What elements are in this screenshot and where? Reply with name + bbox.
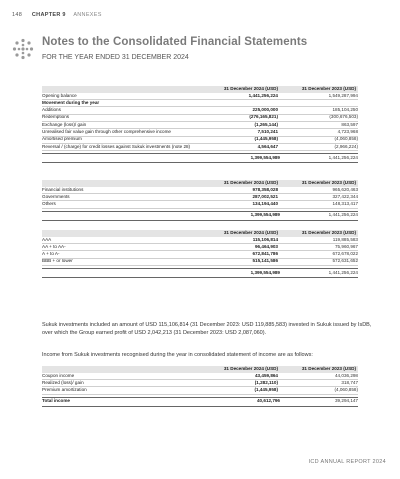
sukuk-by-counterparty-table: [42, 180, 358, 221]
table-header-row: [42, 366, 358, 373]
table-row: BBB + or lower 515,141,586 572,631,652: [42, 258, 358, 265]
chapter-label: CHAPTER 9: [31, 12, 66, 18]
table-row: Redemptions (276,165,821) (300,676,503): [42, 114, 358, 121]
column-header-2023: 31 December 2023 (USD): [280, 86, 358, 93]
table-row: Unrealised fair value gain through other comprehensive income 7,510,241 4,723,968: [42, 129, 358, 136]
column-header-2024: 31 December 2024 (USD): [202, 366, 280, 373]
page-subtitle: FOR THE YEAR ENDED 31 DECEMBER 2024: [42, 54, 189, 61]
column-header-2024: 31 December 2024 (USD): [202, 180, 280, 187]
table-row: Reversal / (charge) for credit losses against Sukuk investments (note 28) 4,564,647 (2,966,224): [42, 143, 358, 150]
sukuk-movement-table: [42, 86, 358, 163]
table-total-row: 1,399,554,989 1,441,256,224: [42, 154, 358, 163]
table-row: AAA 115,106,814 119,885,583: [42, 237, 358, 244]
report-footer: ICD ANNUAL REPORT 2024: [308, 459, 386, 465]
icd-logo-icon: [12, 38, 34, 60]
column-header-2024: 31 December 2024 (USD): [202, 86, 280, 93]
table-row: Exchange (loss)/ gain (1,265,144) 863,597: [42, 122, 358, 129]
table-total-row: 1,399,554,989 1,441,256,224: [42, 269, 358, 278]
table-header-row: [42, 230, 358, 237]
table-row: Financial institutions 978,358,028 965,620,463: [42, 187, 358, 194]
table-row: A + to A- 672,841,786 672,678,022: [42, 251, 358, 258]
table-row: Realized (loss)/ gain (1,282,110) 318,747: [42, 380, 358, 387]
income-intro-text: Income from Sukuk investments recognised during the year in consolidated statement of income are as follows:: [42, 352, 313, 358]
table-row: Amortised premium (1,445,958) (4,060,858): [42, 136, 358, 143]
sukuk-income-table: [42, 366, 358, 407]
table-row: Opening balance 1,441,256,224 1,549,287,994: [42, 93, 358, 100]
table-header-row: [42, 180, 358, 187]
table-row: Movement during the year: [42, 100, 358, 107]
sukuk-by-rating-table: [42, 230, 358, 278]
table-row: Additions 225,000,000 185,104,250: [42, 107, 358, 114]
page-number: 148: [12, 12, 23, 18]
page-title: Notes to the Consolidated Financial Statements: [42, 36, 308, 48]
section-label: ANNEXES: [73, 12, 102, 18]
column-header-2024: 31 December 2024 (USD): [202, 230, 280, 237]
table-row: Premium amortization (1,445,958) (4,060,858): [42, 387, 358, 394]
table-header-row: [42, 86, 358, 93]
column-header-2023: 31 December 2023 (USD): [280, 366, 358, 373]
table-total-row: Total income 40,612,796 39,294,147: [42, 397, 358, 406]
table-row: Others 134,194,440 148,313,417: [42, 201, 358, 208]
page-header: [12, 12, 102, 18]
table-row: AA + to AA- 96,464,903 75,960,967: [42, 244, 358, 251]
table-total-row: 1,399,554,989 1,441,256,224: [42, 211, 358, 220]
column-header-2023: 31 December 2023 (USD): [280, 230, 358, 237]
table-row: Governments 287,002,521 327,422,344: [42, 194, 358, 201]
column-header-2023: 31 December 2023 (USD): [280, 180, 358, 187]
table-row: Coupon income 43,459,864 44,036,298: [42, 373, 358, 380]
sukuk-isdb-note: Sukuk investments included an amount of USD 115,106,814 (31 December 2023: USD 119,885,583) invested in Sukuk issued by IsDB, over which the Group earned profit of USD 2,042,213 (31 December 2023: USD 2,087,060).: [42, 322, 372, 336]
